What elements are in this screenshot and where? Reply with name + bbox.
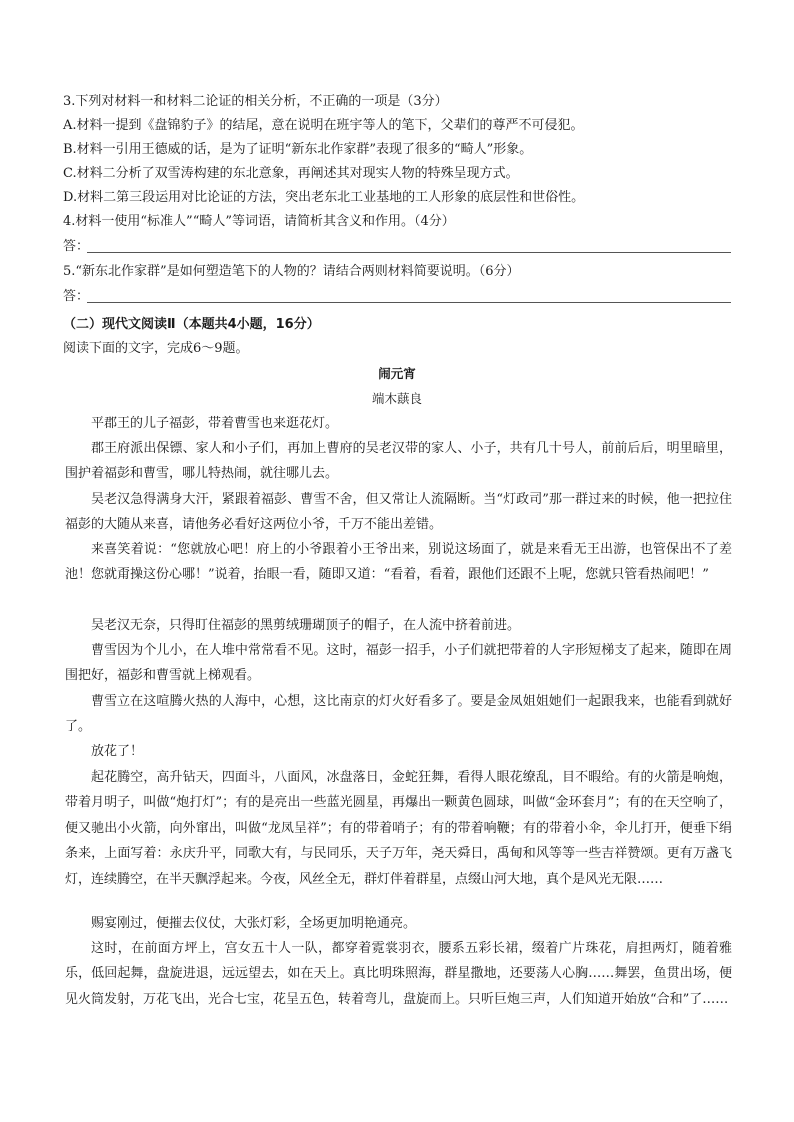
article-paragraph-6: 曹雪因为个儿小，在人堆中常常看不见。这时，福彭一招手，小子们就把带着的人字形短梯支了起来，随即在周围把好，福彭和曹雪就上梯观看。 <box>65 643 732 684</box>
article-paragraph-4: 来喜笑着说：“您就放心吧！府上的小爷跟着小王爷出来，别说这场面了，就是来看无王出游，也管保出不了差池！您就甭操这份心哪！”说着，抬眼一看，随即又道：“看着，看着，跟他们还跟不上呢，您就只管看热闹吧！” <box>65 542 732 583</box>
article-title: 闹元宵 <box>378 366 416 381</box>
answer-label: 答： <box>63 289 90 304</box>
question-5-answer-line[interactable] <box>63 288 731 306</box>
article-paragraph-9: 起花腾空，高升钻天，四面斗，八面风，冰盘落日，金蛇狂舞，看得人眼花缭乱，目不暇给。有的火箭是响炮，带着月明子，叫做“炮打灯”；有的是亮出一些蓝光圆星，再爆出一颗黄色圆球，叫做“金环套月”；有的在天空响了，便又驰出小火箭，向外窜出，叫做“龙凤呈祥”；有的带着哨子；有的带着响鞭；有的带着小伞，伞儿打开，便垂下绢条来，上面写着：永庆升平，同歌大有，与民同乐，天子万年，尧天舜日，禹甸和风等等一些吉祥赞颂。更有万盏飞灯，连续腾空，在半天飘浮起来。今夜，风丝全无，群灯伴着群星，点缀山河大地，真个是风光无限…… <box>65 770 732 887</box>
section-instruction: 阅读下面的文字，完成6～9题。 <box>63 341 249 356</box>
article-paragraph-2: 郡王府派出保镖、家人和小子们，再加上曹府的吴老汉带的家人、小子，共有几十号人，前前后后，明里暗里，围护着福彭和曹雪，哪儿特热闹，就往哪儿去。 <box>65 441 732 482</box>
article-paragraph-3: 吴老汉急得满身大汗，紧跟着福彭、曹雪不舍，但又常让人流隔断。当“灯政司”那一群过来的时候，他一把拉住福彭的大随从来喜，请他务必看好这两位小爷，千万不能出差错。 <box>65 492 732 533</box>
question-3-option-a: A.材料一提到《盘锦豹子》的结尾，意在说明在班宇等人的笔下，父辈们的尊严不可侵犯。 <box>63 118 584 133</box>
article-paragraph-7: 曹雪立在这喧腾火热的人海中，心想，这比南京的灯火好看多了。要是金凤姐姐她们一起跟我来，也能看到就好了。 <box>65 694 732 735</box>
article-paragraph-8: 放花了！ <box>91 744 144 759</box>
article-paragraph-1: 平郡王的儿子福彭，带着曹雪也来逛花灯。 <box>91 416 339 431</box>
question-4-answer-line[interactable] <box>63 238 731 256</box>
article-paragraph-10: 赐宴刚过，便摧去仪仗，大张灯彩，全场更加明艳通亮。 <box>91 916 417 931</box>
question-5-stem: 5.“新东北作家群”是如何塑造笔下的人物的？请结合两则材料简要说明。（6分） <box>63 264 520 279</box>
section-heading: （二）现代文阅读Ⅱ（本题共4小题，16分） <box>63 317 320 332</box>
article-paragraph-5: 吴老汉无奈，只得盯住福彭的黑剪绒珊瑚顶子的帽子，在人流中挤着前进。 <box>91 618 521 633</box>
article-author: 端木蕻良 <box>371 391 422 406</box>
article-paragraph-11: 这时，在前面方坪上，宫女五十人一队，都穿着霓裳羽衣，腰系五彩长裙，缀着广片珠花，肩担两灯，随着雅乐，低回起舞，盘旋进退，远远望去，如在天上。真比明珠照海，群星撒地，还要荡人心胸……舞罢，鱼贯出场，便见火筒发射，万花飞出，光合七宝，花呈五色，转着弯儿，盘旋而上。只听巨炮三声，人们知道开始放“合和”了…… <box>65 941 732 1007</box>
answer-label: 答： <box>63 239 90 254</box>
answer-underline <box>87 302 731 303</box>
question-3-option-b: B.材料一引用王德威的话，是为了证明“新东北作家群”表现了很多的“畸人”形象。 <box>63 142 533 157</box>
question-4-stem: 4.材料一使用“标准人”“畸人”等词语，请简析其含义和作用。（4分） <box>63 214 455 229</box>
question-3-option-c: C.材料二分析了双雪涛构建的东北意象，再阐述其对现实人物的特殊呈现方式。 <box>63 166 519 181</box>
question-3-stem: 3.下列对材料一和材料二论证的相关分析，不正确的一项是（3分） <box>63 94 448 109</box>
question-3-option-d: D.材料二第三段运用对比论证的方法，突出老东北工业基地的工人形象的底层性和世俗性。 <box>63 190 585 205</box>
answer-underline <box>87 252 731 253</box>
